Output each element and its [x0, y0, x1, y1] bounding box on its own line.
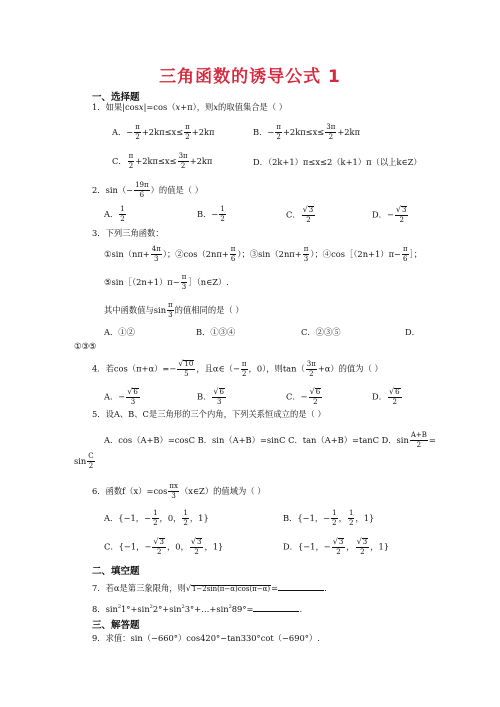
question-5-stem: 5．设A、B、C是三角形的三个内角，下列关系恒成立的是（ ）: [92, 409, 326, 419]
question-4-option-b: B． √ 6 3: [197, 387, 224, 406]
question-3-option-d: D．: [405, 327, 420, 337]
question-8: 8．$\sin^21^\circ+\sin^22^\circ+\sin^23^\circ+\dots+\sin^289^\circ=$ .: [92, 604, 303, 614]
question-5-options: A．cos（A+B）=cosC B．sin（A+B）=sinC C．tan（A+B）=tanC D．sin $\frac{A+B}{2}$ =: [104, 431, 436, 449]
question-3-option-c: C．②③⑤: [301, 327, 341, 337]
section-heading-solve: 三、解答题: [92, 620, 140, 631]
question-2-stem: 2．sin（− $\frac{19\pi}{6}$ ）的值是（ ）: [92, 181, 204, 199]
question-1-option-a: A．− $\frac{\pi}{2}$ +2kπ≤x≤ $\frac{\pi}{2}$ +2kπ: [112, 123, 215, 141]
question-4-option-d: D． √ 6 2: [372, 387, 400, 406]
question-2-option-a: A． $\frac{1}{2}$: [104, 205, 125, 223]
question-4-stem: 4．若cos（π+α）=− √ 10 5 ，且α∈（− $\frac{\pi}{2}$ ，0），则tan（ $\frac{3\pi}{2}$ +α）的值为（ ）: [92, 359, 383, 378]
question-3-option-d-wrap: ①③⑤: [74, 341, 97, 351]
page-title: 三角函数的诱导公式 1: [159, 67, 341, 87]
question-6-option-b: B．{−1，− $\frac{1}{2}$ ， $\frac{1}{2}$ ，1}: [283, 509, 375, 527]
question-9: 9．求值：sin（−660°）cos420°−tan330°cot（−690°）.: [92, 633, 320, 643]
question-3-list-2: ⑤sin［（2n+1）π− $\frac{\pi}{3}$ ］（n∈Z）.: [104, 273, 229, 291]
answer-blank-8[interactable]: [253, 603, 299, 612]
question-5-option-d-wrap: sin $\frac{C}{2}$: [74, 452, 94, 470]
answer-blank-7[interactable]: [278, 582, 324, 591]
section-heading-fill: 二、填空题: [92, 566, 140, 577]
question-4-option-c: C．− √ 6 2: [286, 387, 321, 406]
question-3-prompt: 其中函数值与sin $\frac{\pi}{3}$ 的值相同的是（ ）: [104, 301, 244, 319]
question-1-option-b: B．− $\frac{\pi}{2}$ +2kπ≤x≤ $\frac{3\pi}{2}$ +2kπ: [253, 123, 361, 141]
question-1-stem: 1．如果|cosx|=cos（x+π），则x的取值集合是（ ）: [92, 102, 288, 112]
question-6-stem: 6．函数f（x）=cos $\frac{\pi x}{3}$ （x∈Z）的值域为（ ）: [92, 482, 266, 500]
question-3-stem: 3．下列三角函数：: [92, 228, 164, 238]
question-1-option-c: C． $\frac{\pi}{2}$ +2kπ≤x≤ $\frac{3\pi}{2}$ +2kπ: [112, 152, 213, 170]
question-3-option-a: A．①②: [104, 327, 135, 337]
question-3-option-b: B．①③④: [196, 327, 236, 337]
section-heading-choice: 一、选择题: [92, 92, 140, 103]
question-6-option-c: C．{−1，− √ 3 2 ，0， √ 3 2 ，1}: [104, 537, 224, 556]
question-4-option-a: A．− √ 6 3: [104, 387, 138, 406]
question-2-option-c: C． √ 3 2: [286, 205, 314, 224]
question-6-option-a: A．{−1，− $\frac{1}{2}$ ，0， $\frac{1}{2}$ ，1}: [104, 509, 209, 527]
question-7: 7．若α是第三象限角，则 √ 1−2sin(π−α)cos(π−α) = .: [92, 583, 327, 593]
question-6-option-d: D．{−1，− √ 3 2 ， √ 3 2 ，1}: [283, 537, 390, 556]
question-2-option-d: D．− √ 3 2: [372, 205, 407, 224]
question-3-list-1: ①sin（nπ+ $\frac{4\pi}{3}$ ）；②cos（2nπ+ $\frac{\pi}{6}$ ）；③sin（2nπ+ $\frac{\pi}{3}$ ）；④cos［（2n+1）π− $\frac{\pi}{6}$ ］；: [104, 245, 423, 263]
question-1-option-d: D．（2k+1）π≤x≤2（k+1）π（以上k∈Z）: [253, 157, 422, 167]
question-2-option-b: B．− $\frac{1}{2}$: [197, 205, 225, 223]
